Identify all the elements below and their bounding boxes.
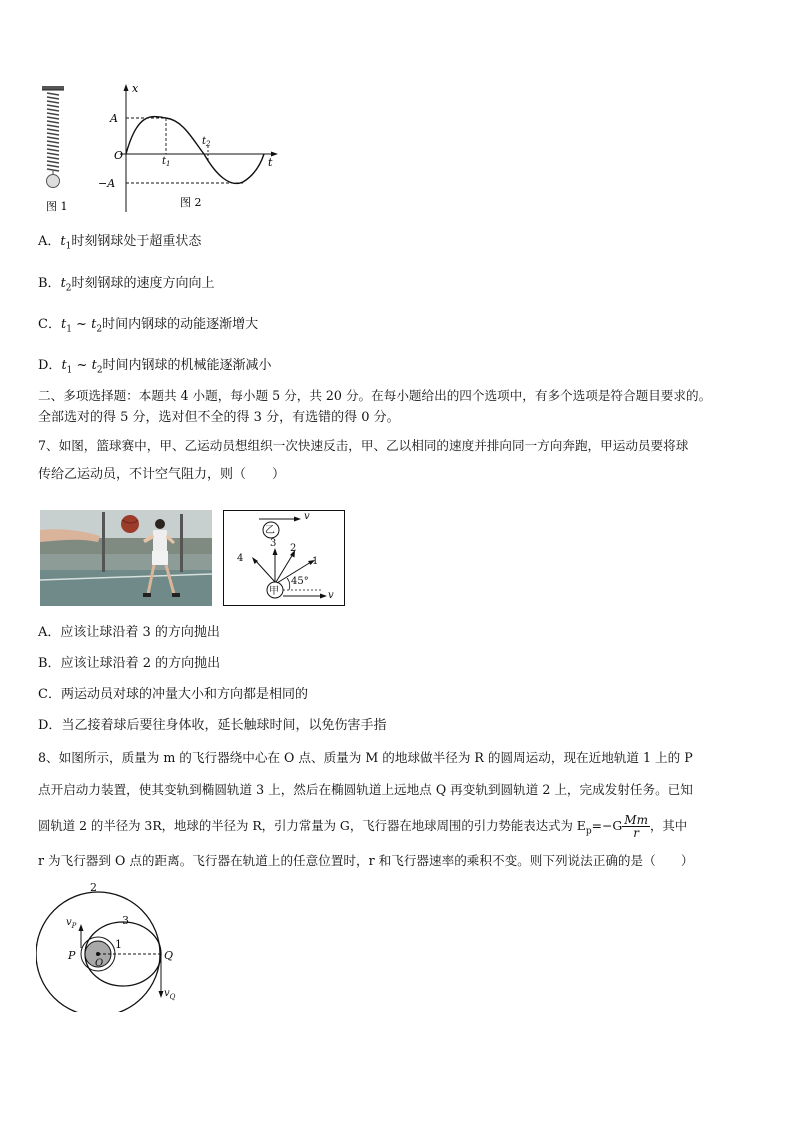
fig2-caption: 图 2 <box>180 196 202 209</box>
q6-option-b: B．$t_2$时刻钢球的速度方向向上 <box>38 276 215 294</box>
q8-line3: 圆轨道 2 的半径为 3R，地球的半径为 R，引力常量为 G，飞行器在地球周围的引力势能表达式为 $E_p=-G$ $\frac{Mm}{r}$ ，其中 <box>38 813 688 840</box>
dir-1-label: 1 <box>312 556 319 567</box>
q7-option-c: C．两运动员对球的冲量大小和方向都是相同的 <box>38 687 308 702</box>
dir-2-label: 2 <box>290 543 297 554</box>
orbit-2-label: 2 <box>90 881 97 894</box>
point-q-label: Q <box>164 949 174 962</box>
q8-line4: r 为飞行器到 O 点的距离。飞行器在轨道上的任意位置时，r 和飞行器速率的乘积不变。则下列说法正确的是（ ） <box>38 853 694 868</box>
t2-label: $t_2$ <box>202 136 211 148</box>
axis-t-label: t <box>268 156 273 169</box>
spring-figure <box>38 80 288 220</box>
jia-label: 甲 <box>269 586 279 597</box>
dir-4-label: 4 <box>237 553 244 564</box>
sine-graph <box>120 84 278 212</box>
q7-option-b: B．应该让球沿着 2 的方向抛出 <box>38 656 221 671</box>
velocity-q-label: $v_Q$ <box>164 988 176 1001</box>
point-p-label: P <box>68 949 76 962</box>
t1-label: $t_1$ <box>162 156 171 168</box>
q6-option-d: D．$t_1$ ~ $t_2$时间内钢球的机械能逐渐减小 <box>38 358 272 376</box>
q8-line2: 点开启动力装置，使其变轨到椭圆轨道 3 上，然后在椭圆轨道上远地点 Q 再变轨到圆轨道 2 上，完成发射任务。已知 <box>38 782 693 797</box>
basketball-photo <box>40 510 212 606</box>
velocity-p-label: $v_P$ <box>66 917 77 930</box>
section2-line2: 全部选对的得 5 分，选对但不全的得 3 分，有选错的得 0 分。 <box>38 410 400 425</box>
orbit-3-label: 3 <box>122 914 129 927</box>
q7-line2: 传给乙运动员，不计空气阻力，则（ ） <box>38 467 286 482</box>
q7-option-d: D．当乙接着球后要往身体收，延长触球时间，以免伤害手指 <box>38 718 387 733</box>
spring-icon <box>42 86 64 188</box>
yi-label: 乙 <box>265 525 275 536</box>
q7-line1: 7、如图，篮球赛中，甲、乙运动员想组织一次快速反击，甲、乙以相同的速度并排向同一方向奔跑，甲运动员要将球 <box>38 438 689 453</box>
origin-label: O <box>114 149 124 162</box>
axis-x-label: x <box>132 82 139 95</box>
q6-option-a: A．$t_1$时刻钢球处于超重状态 <box>38 234 202 252</box>
dir-3-label: 3 <box>270 538 277 549</box>
q7-option-a: A．应该让球沿着 3 的方向抛出 <box>38 625 220 640</box>
angle-label: 45° <box>291 576 309 587</box>
v-top-label: v <box>304 511 310 522</box>
point-o-label: O <box>95 958 104 969</box>
q6-option-c: C．$t_1$ ~ $t_2$时间内钢球的动能逐渐增大 <box>38 317 259 335</box>
q8-line1: 8、如图所示，质量为 m 的飞行器绕中心在 O 点、质量为 M 的地球做半径为 R 的圆周运动，现在近地轨道 1 上的 P <box>38 750 693 765</box>
amplitude-label: A <box>110 112 118 125</box>
section2-line1: 二、多项选择题：本题共 4 小题，每小题 5 分，共 20 分。在每小题给出的四个选项中，有多个选项是符合题目要求的。 <box>38 388 712 403</box>
neg-amplitude-label: −A <box>98 177 116 190</box>
fig1-caption: 图 1 <box>46 200 68 213</box>
v-bottom-label: v <box>328 590 334 601</box>
orbit-1-label: 1 <box>115 938 122 951</box>
potential-energy-fraction: $\frac{Mm}{r}$ <box>624 813 648 840</box>
